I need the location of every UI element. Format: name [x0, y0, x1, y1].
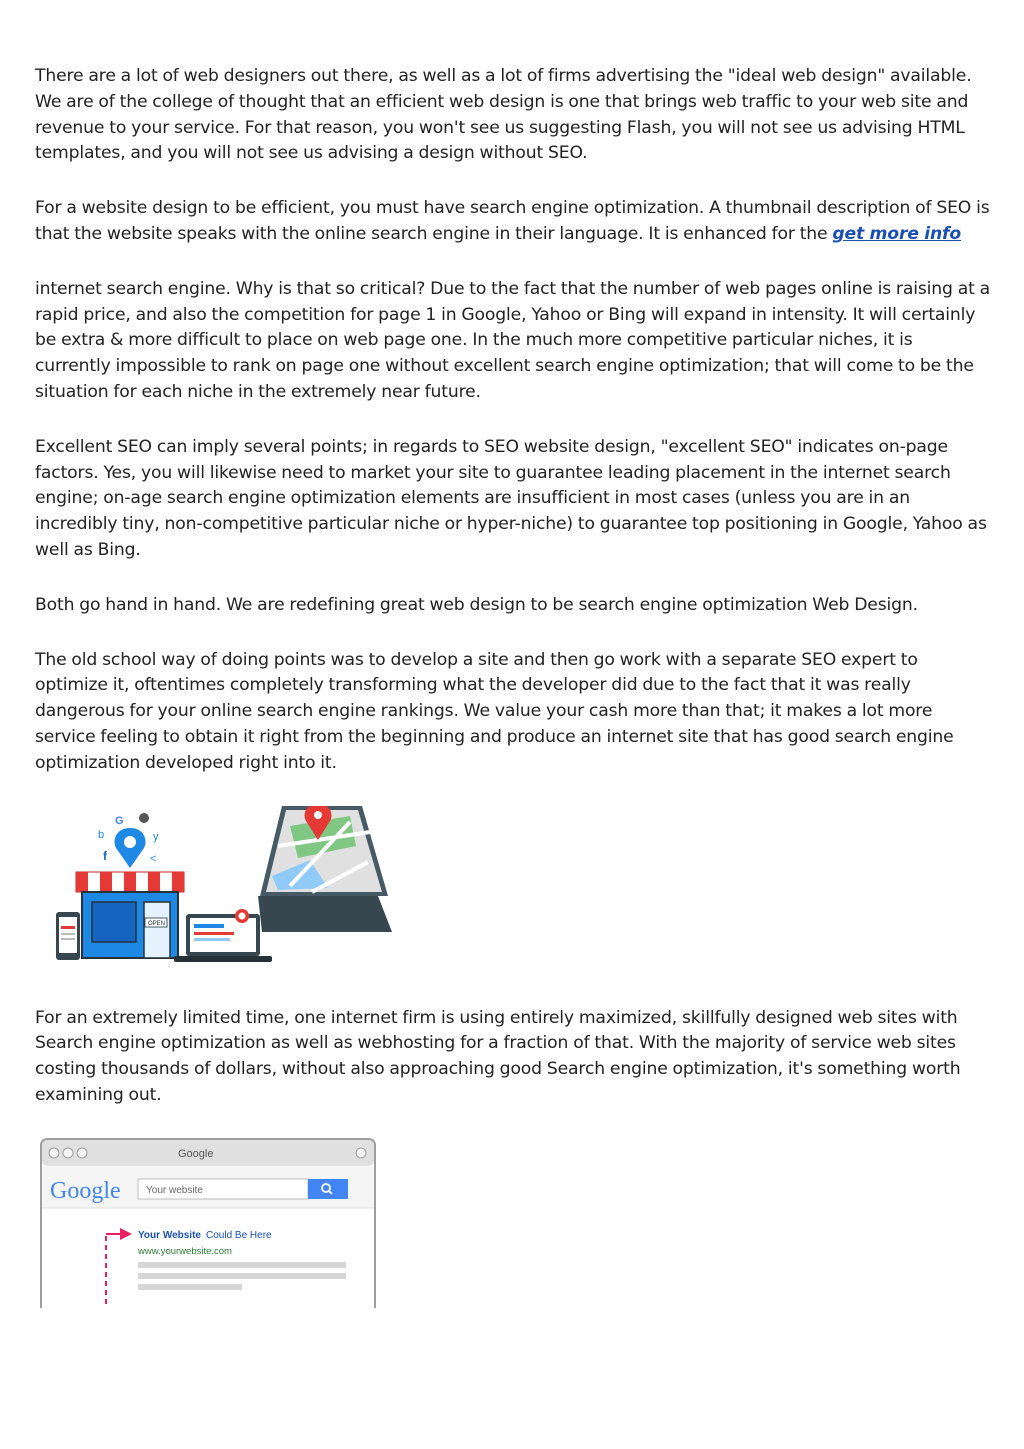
result-snippet-line — [138, 1262, 346, 1268]
share-icon: < — [150, 852, 157, 865]
google-icon: G — [115, 814, 124, 827]
result-url: www.yourwebsite.com — [138, 1245, 232, 1257]
paragraph-5: Both go hand in hand. We are redefining great web design to be search engine optimization Web Design. — [35, 594, 918, 615]
bing-icon: b — [98, 828, 105, 841]
phone-device — [56, 912, 80, 960]
window-maximize-icon — [77, 1148, 87, 1158]
window-minimize-icon — [63, 1148, 73, 1158]
yelp-icon: y — [153, 830, 159, 843]
open-sign: OPEN — [148, 920, 166, 927]
search-button[interactable] — [308, 1179, 348, 1199]
google-search-mockup — [40, 1138, 380, 1308]
result-title-bold: Your Website — [138, 1229, 201, 1241]
paragraph-2-text: For a website design to be efficient, you must have search engine optimization. A thumbnail description of SEO is that the website speaks with the online search engine in their language. It is enhanced for the — [35, 198, 990, 244]
document-page — [35, 64, 990, 1308]
paragraph-2 — [35, 196, 990, 248]
paragraph-3: internet search engine. Why is that so critical? Due to the fact that the number of web pages online is raising at a rapid price, and also the competition for page 1 in Google, Yahoo or Bing will expand in intensity. It will certainly be extra & more difficult to place on web page one. In the much more competitive particular niches, it is currently impossible to rank on page one without excellent search engine optimization; that will come to be the situation for each niche in the extremely near future. — [35, 278, 990, 402]
paragraph-1: There are a lot of web designers out there, as well as a lot of firms advertising the "ideal web design" available. We are of the college of thought that an efficient web design is one that brings web traffic to your web site and revenue to your service. For that reason, you won't see us suggesting Flash, you will not see us advising HTML templates, and you will not see us advising a design without SEO. — [35, 66, 972, 164]
result-title-rest: Could Be Here — [206, 1229, 272, 1241]
map-tablet-icon — [258, 806, 392, 932]
paragraph-7: For an extremely limited time, one internet firm is using entirely maximized, skillfully designed web sites with Search engine optimization as well as webhosting for a fraction of that. With the majority of service web sites costing thousands of dollars, without also approaching good Search engine optimization, it's something worth examining out. — [35, 1007, 961, 1105]
facebook-icon: f — [103, 848, 107, 863]
apple-icon — [139, 813, 149, 823]
location-pin-icon — [115, 828, 146, 868]
local-seo-svg — [50, 806, 400, 976]
google-logo: Google — [50, 1177, 121, 1204]
result-snippet-line — [138, 1273, 346, 1279]
search-input-text: Your website — [146, 1184, 203, 1196]
paragraph-4: Excellent SEO can imply several points; in regards to SEO website design, "excellent SEO" indicates on-page factors. Yes, you will likewise need to market your site to guarantee leading placement in the internet search engine; on-age search engine optimization elements are insufficient in most cases (unless you are in an incredibly tiny, non-competitive particular niche or hyper-niche) to guarantee top positioning in Google, Yahoo as well as Bing. — [35, 436, 987, 560]
window-extra-icon — [356, 1148, 366, 1158]
google-mockup-svg — [40, 1138, 380, 1308]
paragraph-6: The old school way of doing points was to develop a site and then go work with a separate SEO expert to optimize it, oftentimes completely transforming what the developer did due to the fact that it was really dangerous for your online search engine rankings. We value your cash more than that; it makes a lot more service feeling to obtain it right from the beginning and produce an internet site that has good search engine optimization developed right into it. — [35, 649, 954, 773]
local-seo-illustration — [50, 806, 400, 976]
laptop-device — [174, 909, 272, 962]
window-close-icon — [49, 1148, 59, 1158]
browser-title: Google — [178, 1147, 214, 1160]
store-awning — [76, 872, 184, 892]
result-snippet-line — [138, 1284, 242, 1290]
get-more-info-link[interactable]: get more info — [832, 223, 962, 244]
store-building — [82, 892, 178, 958]
